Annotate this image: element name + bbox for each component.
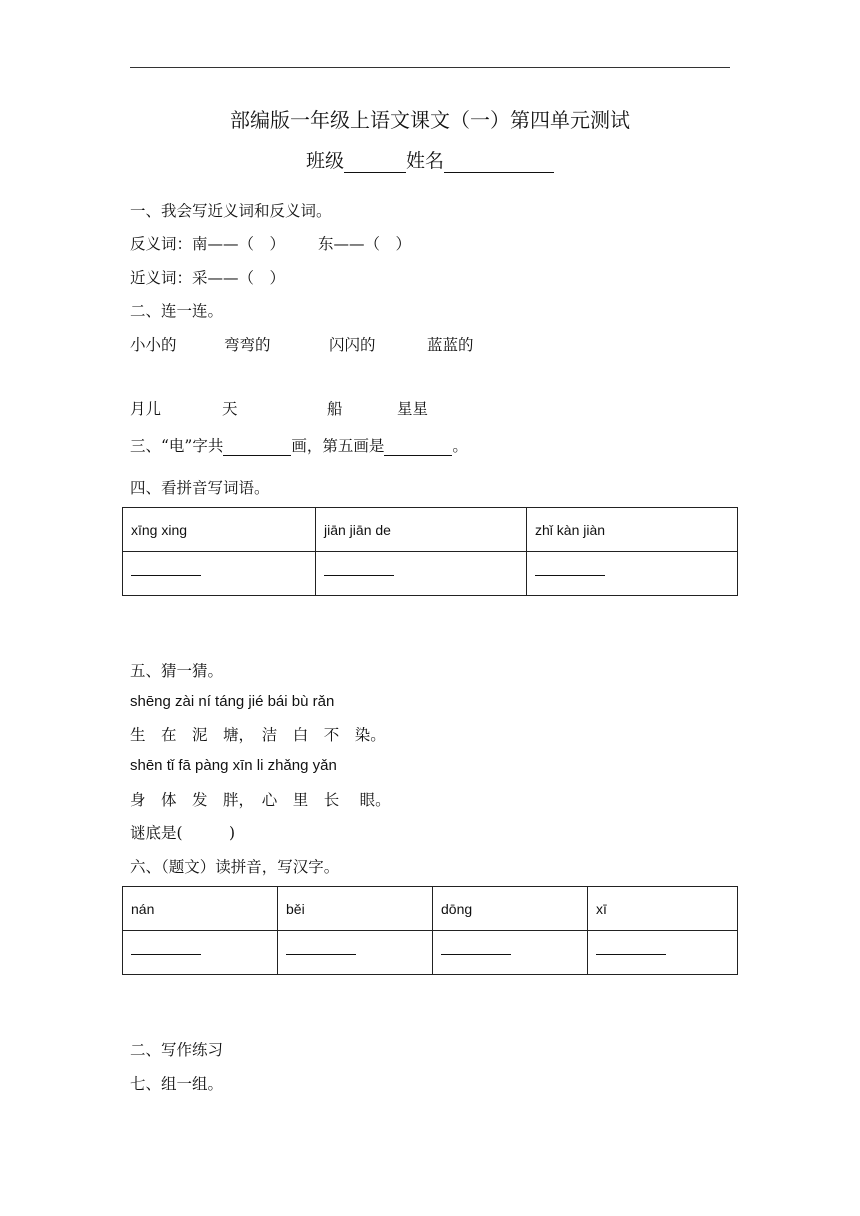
match-bottom-word[interactable]: 月儿: [130, 400, 162, 418]
pinyin-cell: dōng: [433, 887, 588, 931]
name-blank[interactable]: [444, 153, 554, 173]
answer-line: [131, 953, 201, 955]
q4-table: [122, 507, 738, 596]
synonym-item-1: 采——（ ）: [192, 269, 286, 287]
class-name-line: [0, 146, 860, 173]
q6-heading: 六、（题文）读拼音，写汉字。: [130, 858, 340, 876]
answer-cell[interactable]: [123, 931, 278, 975]
antonym-item-2: 东——（ ）: [318, 235, 412, 253]
match-top-word[interactable]: 小小的: [130, 336, 177, 354]
riddle-chars-2: 身 体 发 胖， 心 里 长 眼。: [130, 791, 391, 809]
q1-antonym-line: [130, 232, 285, 254]
answer-line: [324, 574, 394, 576]
pinyin-cell: běi: [278, 887, 433, 931]
pinyin-cell: zhǐ kàn jiàn: [527, 508, 738, 552]
antonym-item-1: 南——（ ）: [192, 235, 286, 253]
q7-heading: 七、组一组。: [130, 1075, 224, 1093]
antonym-label: 反义词：: [130, 235, 193, 253]
pinyin-cell: xīng xing: [123, 508, 316, 552]
answer-line: [131, 574, 201, 576]
section-2-heading: 二、写作练习: [130, 1041, 224, 1059]
answer-cell[interactable]: [527, 552, 738, 596]
pinyin-cell: jiān jiān de: [316, 508, 527, 552]
q3-part3: 。: [452, 437, 468, 455]
q1-heading: 一、我会写近义词和反义词。: [130, 202, 332, 220]
pinyin-cell: xī: [588, 887, 738, 931]
answer-cell[interactable]: [588, 931, 738, 975]
riddle-answer[interactable]: 谜底是( ): [130, 824, 236, 842]
match-bottom-word[interactable]: 星星: [397, 400, 429, 418]
riddle-chars-1: 生 在 泥 塘， 洁 白 不 染。: [130, 726, 386, 744]
riddle-pinyin-1: shēng zài ní táng jié bái bù rǎn: [130, 693, 335, 710]
q4-heading: 四、看拼音写词语。: [130, 479, 270, 497]
synonym-label: 近义词：: [130, 269, 193, 287]
top-rule: [130, 67, 730, 68]
q3-part2: 画，第五画是: [291, 437, 385, 455]
riddle-pinyin-2: shēn tǐ fā pàng xīn li zhǎng yǎn: [130, 757, 337, 774]
answer-line: [535, 574, 605, 576]
match-top-word[interactable]: 弯弯的: [224, 336, 271, 354]
fifth-stroke-blank[interactable]: [384, 438, 452, 456]
q6-table: [122, 886, 738, 975]
answer-line: [441, 953, 511, 955]
q3-line: [130, 434, 468, 456]
answer-cell[interactable]: [433, 931, 588, 975]
answer-cell[interactable]: [316, 552, 527, 596]
match-top-word[interactable]: 闪闪的: [329, 336, 376, 354]
class-label: 班级: [305, 150, 344, 172]
answer-line: [286, 953, 356, 955]
class-blank[interactable]: [344, 153, 406, 173]
answer-cell[interactable]: [123, 552, 316, 596]
page-title: 部编版一年级上语文课文（一）第四单元测试: [230, 108, 630, 132]
stroke-count-blank[interactable]: [223, 438, 291, 456]
answer-cell[interactable]: [278, 931, 433, 975]
name-label: 姓名: [406, 150, 445, 172]
match-top-word[interactable]: 蓝蓝的: [427, 336, 474, 354]
q3-part1: 三、“电”字共: [130, 437, 224, 455]
q1-synonym-line: [130, 266, 285, 288]
q2-heading: 二、连一连。: [130, 302, 224, 320]
pinyin-cell: nán: [123, 887, 278, 931]
answer-line: [596, 953, 666, 955]
match-bottom-word[interactable]: 船: [327, 400, 343, 418]
match-bottom-word[interactable]: 天: [222, 400, 238, 418]
q5-heading: 五、猜一猜。: [130, 662, 224, 680]
